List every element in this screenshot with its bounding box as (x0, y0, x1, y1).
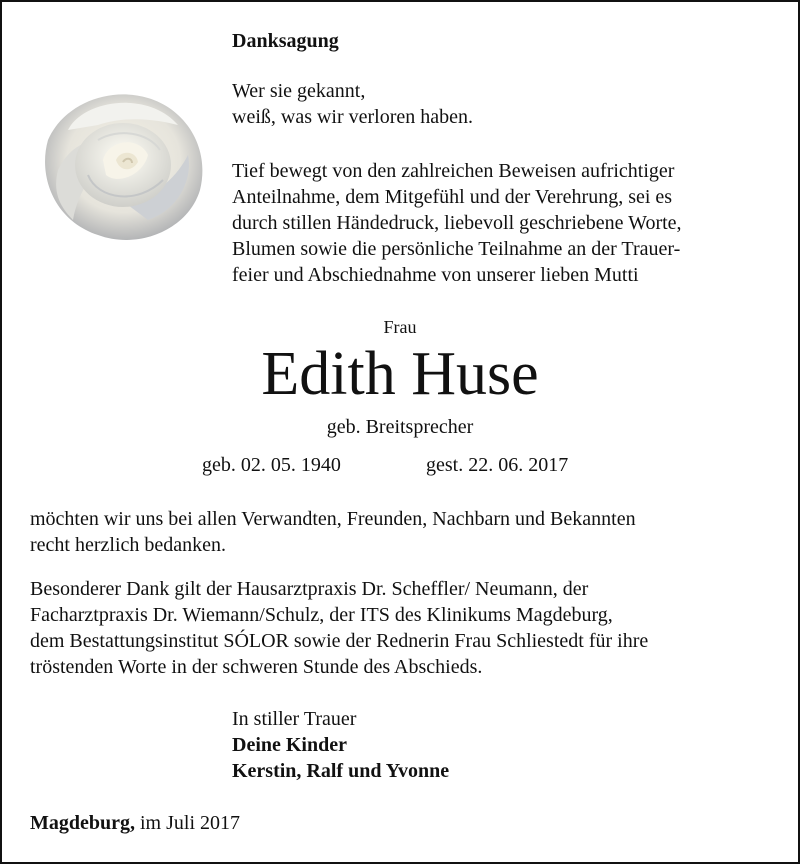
death-date: gest. 22. 06. 2017 (426, 454, 569, 476)
signature-line: Deine Kinder (232, 734, 347, 756)
birth-date: geb. 02. 05. 1940 (202, 454, 341, 476)
footer-place-date (30, 810, 240, 836)
notice-title: Danksagung (232, 30, 339, 52)
intro-line: durch stillen Händedruck, liebevoll geschriebene Worte, (232, 212, 682, 234)
footer-place: Magdeburg, (30, 812, 135, 834)
deceased-name: Edith Huse (261, 340, 539, 408)
special-thanks-line: tröstenden Worte in der schweren Stunde des Abschieds. (30, 656, 483, 678)
intro-line: Tief bewegt von den zahlreichen Beweisen aufrichtiger (232, 160, 675, 182)
special-thanks-line: Facharztpraxis Dr. Wiemann/Schulz, der ITS des Klinikums Magdeburg, (30, 604, 613, 626)
poem-line: weiß, was wir verloren haben. (232, 106, 474, 128)
signature-names: Kerstin, Ralf und Yvonne (232, 760, 450, 782)
signature-intro: In stiller Trauer (232, 708, 357, 730)
thanks-line: möchten wir uns bei allen Verwandten, Freunden, Nachbarn und Bekannten (30, 508, 636, 530)
white-rose-icon (28, 80, 212, 250)
poem-line: Wer sie gekannt, (232, 80, 366, 102)
thanks-line: recht herzlich bedanken. (30, 534, 227, 556)
maiden-name: geb. Breitsprecher (326, 416, 474, 438)
salutation: Frau (383, 317, 417, 337)
intro-line: Anteilnahme, dem Mitgefühl und der Verehrung, sei es (232, 186, 673, 208)
special-thanks-line: Besonderer Dank gilt der Hausarztpraxis Dr. Scheffler/ Neumann, der (30, 578, 589, 600)
intro-line: Blumen sowie die persönliche Teilnahme an der Trauer- (232, 238, 681, 260)
special-thanks-line: dem Bestattungsinstitut SÓLOR sowie der Rednerin Frau Schliestedt für ihre (30, 630, 649, 652)
intro-line: feier und Abschiednahme von unserer lieben Mutti (232, 264, 639, 286)
footer-date: im Juli 2017 (140, 812, 241, 834)
